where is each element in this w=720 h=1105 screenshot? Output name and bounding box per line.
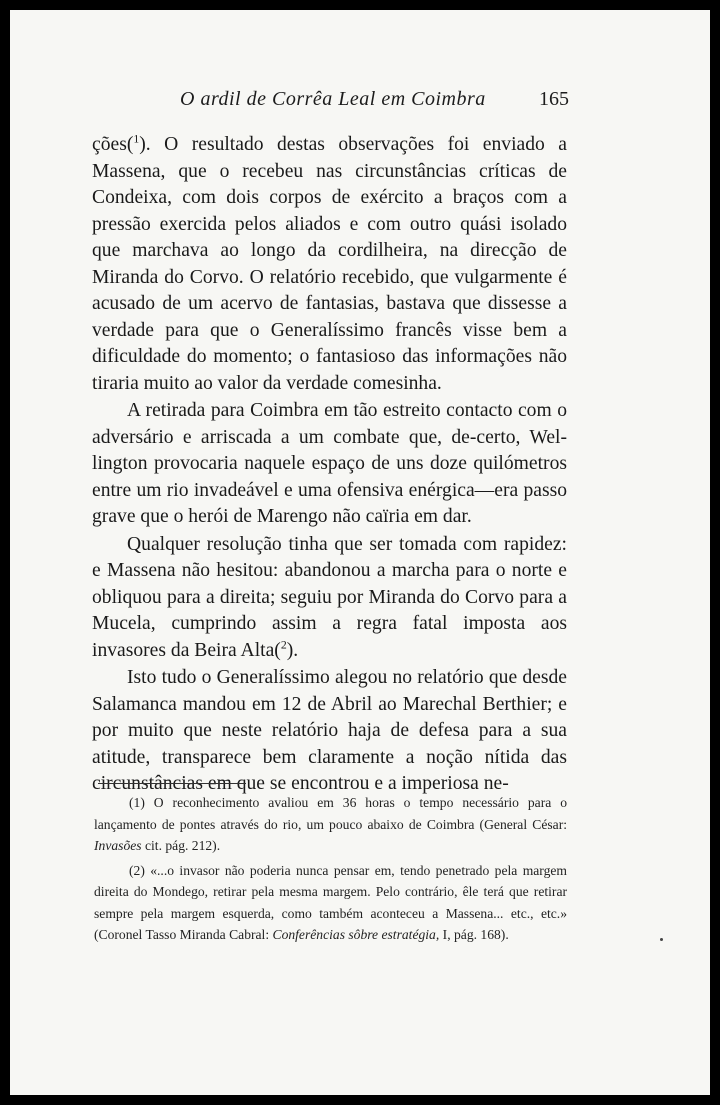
paragraph-text: ções( [92,134,134,155]
paragraph [92,532,567,665]
footnote-divider [98,783,246,784]
book-page [10,10,710,1095]
main-text [92,132,567,798]
footnote-citation-title: Conferências sôbre estratégia, [272,927,440,942]
footnotes [94,792,567,946]
paragraph: Isto tudo o Generalíssimo alegou no relatório que desde Salamanca mandou em 12 de Abril ao Marechal Berthier; e por muito que neste relatório haja de defesa para a sua atitude, transparece bem claramente a noção nítida das circunstâncias em que se encontrou e a imperiosa ne- [92,667,567,794]
footnote [94,792,567,857]
footnote-text: (1) O reconhecimento avaliou em 36 horas o tempo necessário para o lançamento de pontes através do rio, um pouco abaixo de Coimbra (General César: [94,795,567,832]
footnote-citation-title: Invasões [94,838,142,853]
footnote-text: (2) «...o invasor não poderia nunca pensar em, tendo penetrado pela margem direita do Mondego, retirar pela mesma margem. Pelo contrário, êle terá que retirar sempre pela margem esquerda, como também aconteceu a Massena... etc., etc.» (Coronel Tasso Miranda Cabral: [94,862,567,942]
running-title: O ardil de Corrêa Leal em Coimbra [180,88,486,110]
paragraph-text: ). [286,639,299,661]
paragraph-text: ). O resultado destas observações foi enviado a Massena, que o recebeu nas circunstâncias críticas de Condeixa, com dois corpos de exército a braços com a pressão exercida pelos aliados e com outro quási isolado que marchava ao longo da cordilheira, na direcção de Miranda do Corvo. O relatório recebido, que vulgarmente é acusado de um acervo de fantasias, bastava que dissesse a verdade para que o Generalíssimo francês visse bem a dificuldade do momento; o fantasioso das informações não tiraria muito ao valor da verdade comesinha. [92,134,567,394]
page-number: 165 [539,88,569,110]
footnote-ref: 1 [133,132,140,146]
running-header [92,88,577,118]
paragraph [92,132,567,397]
footnote-text: I, pág. 168). [439,927,509,942]
footnote [94,860,567,946]
paragraph-text: Qualquer resolução tinha que ser tomada com rapidez: e Massena não hesitou: abandonou a marcha para o norte e obliquou para a direita; seguiu por Miranda do Corvo para a Mucela, cumprindo assim a regra fatal imposta aos invasores da Beira Alta( [92,533,567,661]
scan-speck [660,938,663,941]
footnote-text: cit. pág. 212). [141,838,221,853]
footnote-ref: 2 [280,637,287,651]
paragraph: A retirada para Coimbra em tão estreito contacto com o adversário e arriscada a um combate que, de-certo, Wellington provocaria naquele espaço de uns doze quilómetros entre um rio invadeável e uma ofensiva enérgica—era passo grave que o herói de Marengo não caïria em dar. [92,400,567,527]
